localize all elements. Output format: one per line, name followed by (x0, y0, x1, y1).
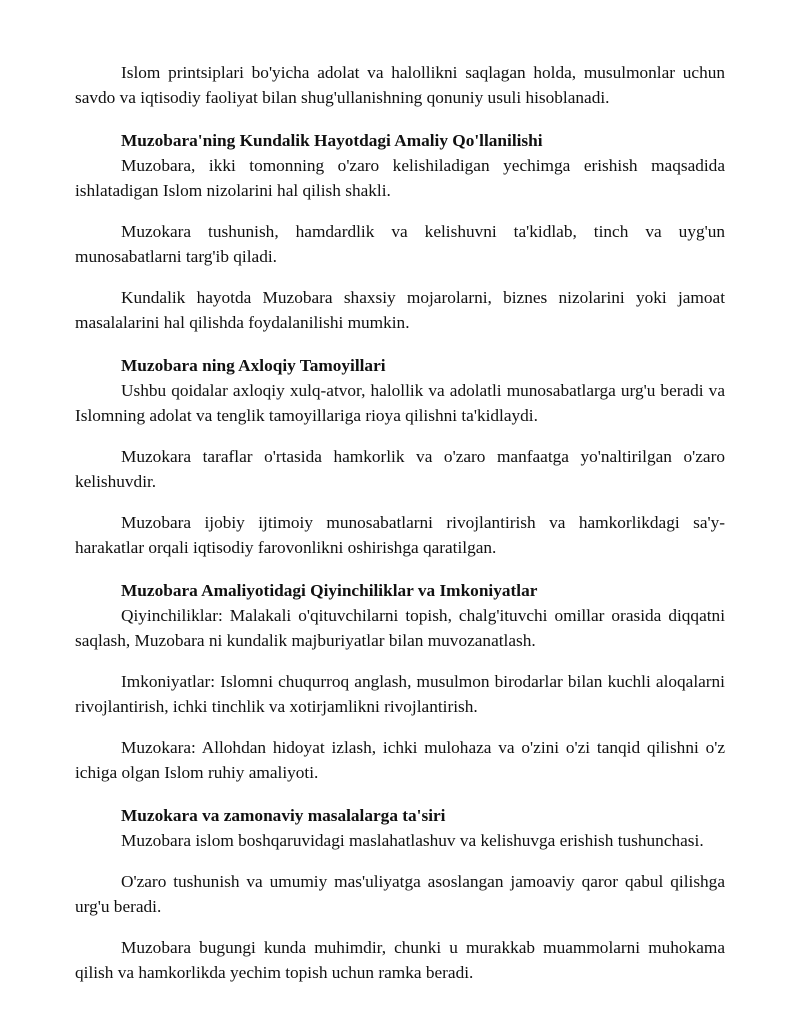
section-heading: Muzokara va zamonaviy masalalarga ta'siri (121, 806, 446, 825)
intro-paragraph: Islom printsiplari bo'yicha adolat va halollikni saqlagan holda, musulmonlar uchun savdo va iqtisodiy faoliyat bilan shug'ullanishning qonuniy usuli hisoblanadi. (75, 63, 725, 107)
paragraph: Imkoniyatlar: Islomni chuqurroq anglash, musulmon birodarlar bilan kuchli aloqalarni rivojlantirish, ichki tinchlik va xotirjamlikni rivojlantirish. (75, 672, 725, 716)
section-heading: Muzobara'ning Kundalik Hayotdagi Amaliy Qo'llanilishi (121, 131, 543, 150)
paragraph: O'zaro tushunish va umumiy mas'uliyatga asoslangan jamoaviy qaror qabul qilishga urg'u beradi. (75, 872, 725, 916)
paragraph: Ushbu qoidalar axloqiy xulq-atvor, halollik va adolatli munosabatlarga urg'u beradi va Islomning adolat va tenglik tamoyillariga rioya qilishni ta'kidlaydi. (75, 381, 725, 425)
paragraph: Muzobara, ikki tomonning o'zaro kelishiladigan yechimga erishish maqsadida ishlatadigan Islom nizolarini hal qilish shakli. (75, 156, 725, 200)
document-page (75, 60, 725, 985)
paragraph: Kundalik hayotda Muzobara shaxsiy mojarolarni, biznes nizolarini yoki jamoat masalalarini hal qilishda foydalanilishi mumkin. (75, 288, 725, 332)
paragraph: Muzobara islom boshqaruvidagi maslahatlashuv va kelishuvga erishish tushunchasi. (121, 831, 704, 850)
paragraph: Muzokara taraflar o'rtasida hamkorlik va o'zaro manfaatga yo'naltirilgan o'zaro kelishuvdir. (75, 447, 725, 491)
paragraph: Qiyinchiliklar: Malakali o'qituvchilarni topish, chalg'ituvchi omillar orasida diqqatni saqlash, Muzobara ni kundalik majburiyatlar bilan muvozanatlash. (75, 606, 725, 650)
section-heading: Muzobara Amaliyotidagi Qiyinchiliklar va Imkoniyatlar (121, 581, 538, 600)
paragraph: Muzobara bugungi kunda muhimdir, chunki u murakkab muammolarni muhokama qilish va hamkorlikda yechim topish uchun ramka beradi. (75, 938, 725, 982)
paragraph: Muzobara ijobiy ijtimoiy munosabatlarni rivojlantirish va hamkorlikdagi sa'y-harakatlar orqali iqtisodiy farovonlikni oshirishga qaratilgan. (75, 513, 725, 557)
paragraph: Muzokara tushunish, hamdardlik va kelishuvni ta'kidlab, tinch va uyg'un munosabatlarni targ'ib qiladi. (75, 222, 725, 266)
section-heading: Muzobara ning Axloqiy Tamoyillari (121, 356, 386, 375)
section-modern-issues (75, 804, 725, 985)
paragraph: Muzokara: Allohdan hidoyat izlash, ichki mulohaza va o'zini o'zi tanqid qilishni o'z ichiga olgan Islom ruhiy amaliyoti. (75, 738, 725, 782)
section-practical-use (75, 129, 725, 335)
section-challenges-opportunities (75, 579, 725, 785)
section-ethical-principles (75, 354, 725, 560)
